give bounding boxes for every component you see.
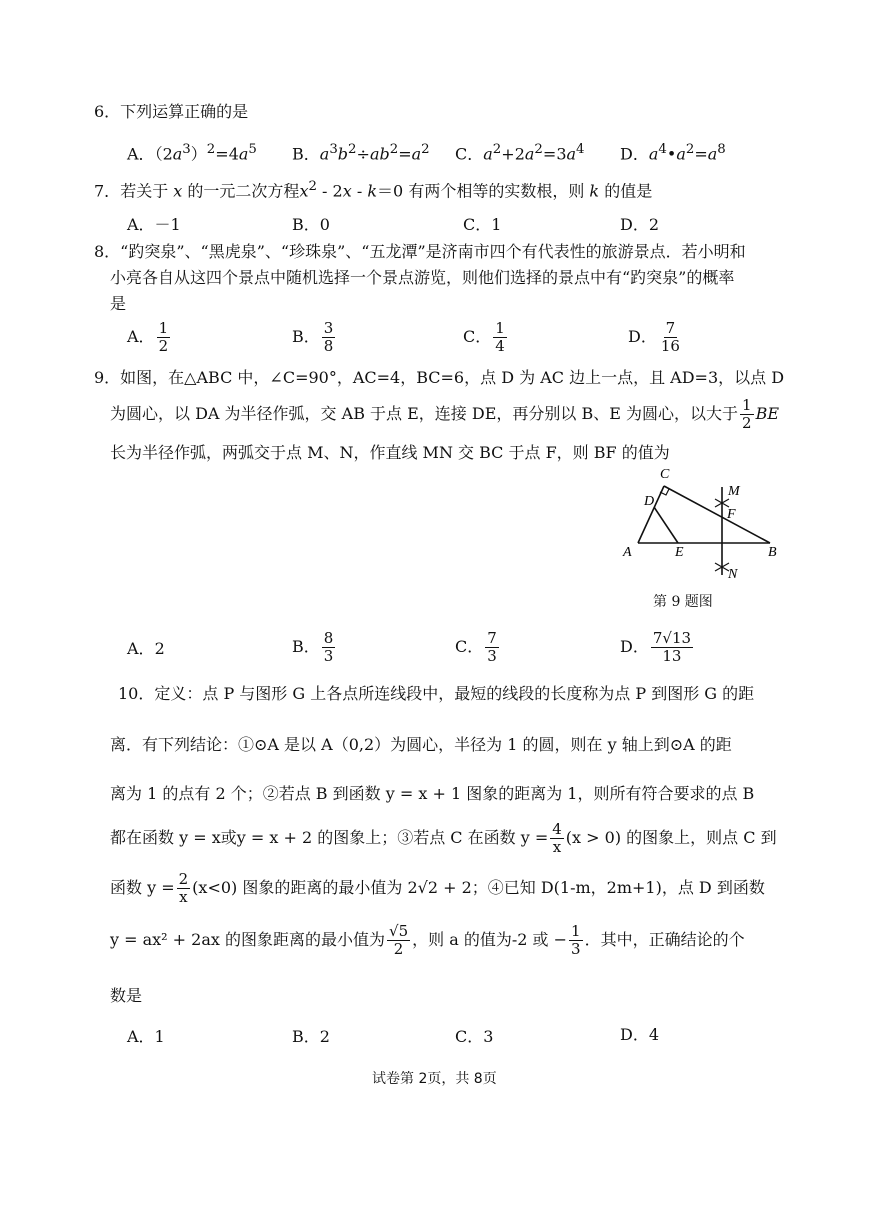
label-e: E xyxy=(675,545,684,560)
label-b: B xyxy=(768,545,777,560)
q10-option-b: B．2 xyxy=(292,1027,330,1046)
segment-cb xyxy=(664,486,770,543)
q8-line-1: 8．“趵突泉”、“黑虎泉”、“珍珠泉”、“五龙潭”是济南市四个有代表性的旅游景点．若小明和 xyxy=(94,242,746,261)
q9-line-1: 9．如图，在△ABC 中，∠C=90°，AC=4，BC=6，点 D 为 AC 边上一点，且 AD=3，以点 D xyxy=(94,368,785,387)
q10-line-5: 函数 y = $\frac{2}{x}$ (x<0) 图象的距离的最小值为 2√2 + 2；④已知 D(1-m，2m+1)，点 D 到函数 xyxy=(110,870,765,906)
q10-option-a: A．1 xyxy=(127,1027,165,1046)
q6-stem: 6．下列运算正确的是 xyxy=(94,102,249,121)
q7-option-b: B．0 xyxy=(292,215,330,234)
q7-option-c: C．1 xyxy=(463,215,502,234)
q9-option-b: B． $\frac{8}{3}$ xyxy=(292,629,334,665)
q8-line-3: 是 xyxy=(110,294,127,313)
q9-figure xyxy=(620,462,790,582)
label-n: N xyxy=(728,567,738,582)
page-footer: 试卷第 2页，共 8页 xyxy=(372,1071,497,1087)
q9-option-d: D． $\frac{7√13}{13}$ xyxy=(620,629,692,665)
q9-option-c: C． $\frac{7}{3}$ xyxy=(455,629,497,665)
q10-option-d: D．4 xyxy=(620,1025,660,1044)
q10-line-7: 数是 xyxy=(110,986,143,1005)
q10-line-3: 离为 1 的点有 2 个；②若点 B 到函数 y = x + 1 图象的距离为 1，则所有符合要求的点 B xyxy=(110,784,755,803)
q6-option-d: D．$a^4•a^2=a^8$ xyxy=(620,142,726,164)
q8-option-a: A． $\frac{1}{2}$ xyxy=(127,319,169,355)
q8-option-c: C． $\frac{1}{4}$ xyxy=(463,319,505,355)
label-d: D xyxy=(644,494,655,509)
q9-option-a: A．2 xyxy=(127,639,165,658)
q6-option-a: A．$(2a^3)^2=4a^5$ xyxy=(127,142,257,164)
label-f: F xyxy=(727,507,736,522)
q7-option-a: A．－1 xyxy=(127,215,181,234)
q10-line-2: 离．有下列结论：①⊙A 是以 A（0,2）为圆心，半径为 1 的圆，则在 y 轴上到⊙A 的距 xyxy=(110,735,732,754)
segment-de xyxy=(654,507,678,543)
q7-option-d: D．2 xyxy=(620,215,660,234)
q8-option-b: B． $\frac{3}{8}$ xyxy=(292,319,334,355)
q9-figure-caption: 第 9 题图 xyxy=(653,594,713,610)
label-c: C xyxy=(660,467,670,482)
q10-line-4: 都在函数 y = x或y = x + 2 的图象上；③若点 C 在函数 y = $\frac{4}{x}$ (x > 0) 的图象上，则点 C 到 xyxy=(110,820,777,856)
q10-line-1: 10．定义：点 P 与图形 G 上各点所连线段中，最短的线段的长度称为点 P 到图形 G 的距 xyxy=(118,684,755,703)
q7-stem: 7．若关于 x 的一元二次方程$x^2 - 2x - k=0$ 有两个相等的实数根，则 k 的值是 xyxy=(94,179,653,201)
label-a: A xyxy=(623,545,632,560)
q10-line-6: y = ax² + 2ax 的图象距离的最小值为 $\frac{√5}{2}$ ，则 a 的值为-2 或 − $\frac{1}{3}$ ．其中，正确结论的个 xyxy=(110,922,745,958)
q6-option-b: B．$a^3b^2\div ab^2=a^2$ xyxy=(292,142,430,164)
label-m: M xyxy=(728,484,740,499)
q10-option-c: C．3 xyxy=(455,1027,494,1046)
q9-line-3: 长为半径作弧，两弧交于点 M、N，作直线 MN 交 BC 于点 F，则 BF 的值为 xyxy=(110,443,670,462)
q9-line-2: 为圆心，以 DA 为半径作弧，交 AB 于点 E，连接 DE，再分别以 B、E 为圆心，以大于 $\frac{1}{2}$ BE xyxy=(110,396,779,432)
q8-line-2: 小亮各自从这四个景点中随机选择一个景点游览，则他们选择的景点中有“趵突泉”的概率 xyxy=(110,268,735,287)
q8-option-d: D． $\frac{7}{16}$ xyxy=(628,319,680,355)
q6-option-c: C．$a^2+2a^2=3a^4$ xyxy=(455,142,585,164)
